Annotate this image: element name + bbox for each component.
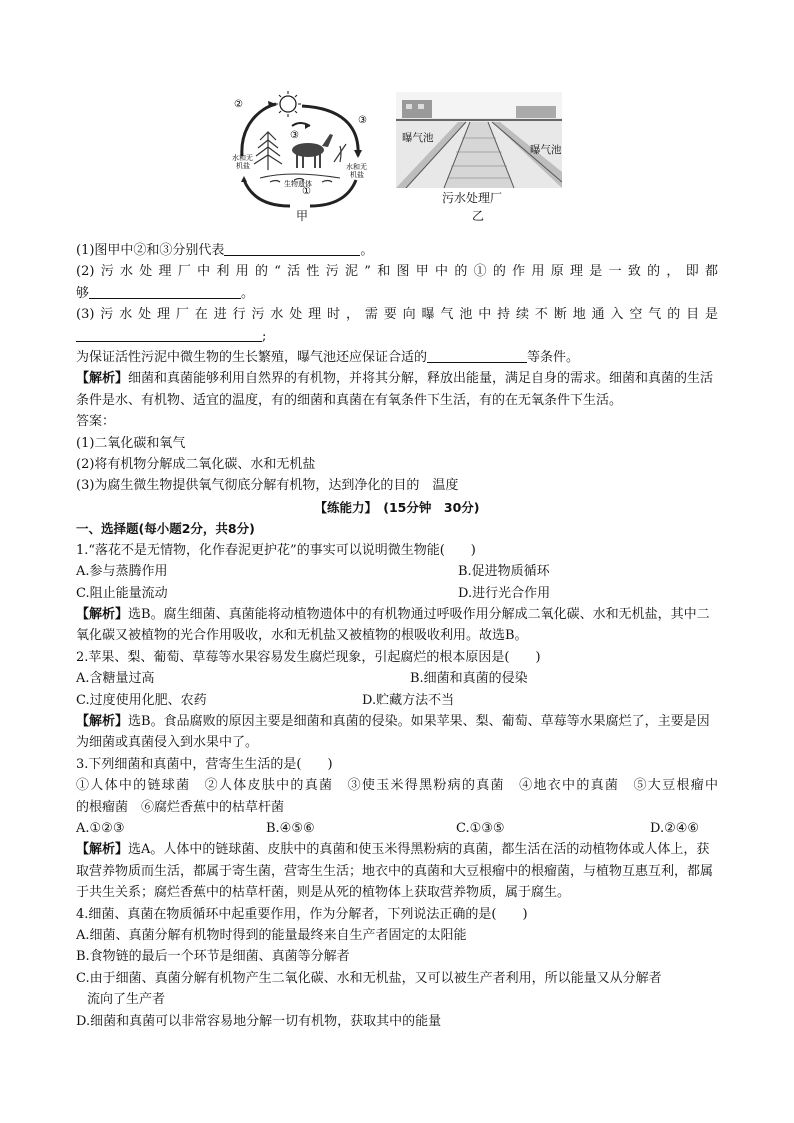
answer-blank-1[interactable] bbox=[224, 241, 360, 256]
remains-label: 生物遗体 bbox=[284, 180, 312, 188]
right-water-salt-label-2: 机盐 bbox=[350, 171, 364, 179]
option-b[interactable]: B.细菌和真菌的侵染 bbox=[410, 671, 528, 687]
answer-blank-3[interactable] bbox=[76, 327, 262, 342]
option-a[interactable]: A.①②③ bbox=[76, 820, 125, 836]
left-water-salt-label-2: 机盐 bbox=[236, 162, 250, 170]
option-d[interactable]: D.进行光合作用 bbox=[458, 585, 551, 601]
option-a[interactable]: A.细菌、真菌分解有机物时得到的能量最终来自生产者固定的太阳能 bbox=[76, 928, 467, 943]
figure-row bbox=[76, 88, 718, 240]
option-b[interactable]: B.促进物质循环 bbox=[458, 564, 550, 580]
answer-2: (2)将有机物分解成二氧化碳、水和无机盐 bbox=[76, 457, 316, 473]
left-water-salt-label: 水和无 bbox=[232, 154, 253, 162]
question-1-options-row1 bbox=[76, 561, 718, 582]
option-b[interactable]: B.食物链的最后一个环节是细菌、真菌等分解者 bbox=[76, 949, 350, 965]
question-3-analysis: 【解析】选A。人体中的链球菌、皮肤中的真菌和使玉米得黑粉病的真菌，都生活在活的动植物体或人体上，获取营养物质而生活，都属于寄生菌，营寄生生活；地衣中的真菌和大豆根瘤中的根瘤菌，与植物互惠互利，都属于共生关系；腐烂香蕉中的枯草杆菌，则是从死的植物体上获取营养物质，属于腐生。 bbox=[76, 842, 714, 901]
option-d[interactable]: D.贮藏方法不当 bbox=[362, 692, 455, 708]
option-d[interactable]: D.②④⑥ bbox=[650, 820, 700, 836]
label-1: ① bbox=[302, 186, 311, 197]
analysis-0: 【解析】细菌和真菌能够利用自然界的有机物，并将其分解，释放出能量，满足自身的需求。细菌和真菌的生活条件是水、有机物、适宜的温度，有的细菌和真菌在有氧条件下生活，有的在无氧条件下生活。 bbox=[76, 371, 714, 408]
question-2-options-row2 bbox=[76, 690, 718, 711]
option-d[interactable]: D.细菌和真菌可以非常容易地分解一切有机物，获取其中的能量 bbox=[76, 1013, 442, 1029]
part-1-heading: 一、选择题(每小题2分，共8分) bbox=[76, 521, 255, 537]
carbon-cycle-diagram bbox=[230, 90, 374, 218]
question-1-analysis: 【解析】选B。腐生细菌、真菌能将动植物遗体中的有机物通过呼吸作用分解成二氧化碳、水和无机盐，其中二氧化碳又被植物的光合作用吸收，水和无机盐又被植物的根吸收利用。故选B。 bbox=[76, 606, 710, 644]
sub-question-3-blank: ; bbox=[76, 326, 718, 347]
answer-label: 答案： bbox=[76, 414, 116, 430]
caption-yi: 乙 bbox=[472, 209, 485, 223]
option-c[interactable]: C.过度使用化肥、农药 bbox=[76, 692, 207, 708]
right-water-salt-label: 水和无 bbox=[346, 163, 367, 171]
label-3: ③ bbox=[290, 130, 299, 141]
option-a[interactable]: A.含糖量过高 bbox=[76, 671, 155, 687]
option-c[interactable]: C.①③⑤ bbox=[456, 820, 505, 836]
option-c[interactable]: C.由于细菌、真菌分解有机物产生二氧化碳、水和无机盐，又可以被生产者利用，所以能量又从分解者 bbox=[76, 970, 662, 986]
plant-name: 污水处理厂 bbox=[442, 191, 503, 205]
question-2-stem: 2.苹果、梨、葡萄、草莓等水果容易发生腐烂现象，引起腐烂的根本原因是( ) bbox=[76, 649, 541, 665]
label-3b: ③ bbox=[358, 115, 367, 126]
answer-3: (3)为腐生微生物提供氧气彻底分解有机物，达到净化的目的 温度 bbox=[76, 478, 459, 494]
question-1-options-row2 bbox=[76, 583, 718, 604]
option-b[interactable]: B.④⑤⑥ bbox=[266, 820, 315, 836]
sub-question-1: (1)图甲中②和③分别代表 。 bbox=[76, 243, 374, 258]
option-a[interactable]: A.参与蒸腾作用 bbox=[76, 564, 168, 580]
question-2-analysis: 【解析】选B。食品腐败的原因主要是细菌和真菌的侵染。如果苹果、梨、葡萄、草莓等水果腐烂了，主要是因为细菌或真菌侵入到水果中了。 bbox=[76, 713, 710, 751]
answer-1: (1)二氧化碳和氧气 bbox=[76, 435, 186, 451]
sub-question-2: (2)污水处理厂中利用的“活性污泥”和图甲中的①的作用原理是一致的，即都 bbox=[76, 264, 718, 280]
sub-question-2-cont: 够 。 bbox=[76, 285, 255, 301]
question-3-stem: 3.下列细菌和真菌中，营寄生生活的是( ) bbox=[76, 756, 333, 772]
question-2-options-row1 bbox=[76, 668, 718, 689]
answer-blank-4[interactable] bbox=[427, 348, 527, 363]
sub-question-3: (3)污水处理厂在进行污水处理时，需要向曝气池中持续不断地通入空气的目是 bbox=[76, 307, 718, 323]
question-3-items: ①人体中的链球菌 ②人体皮肤中的真菌 ③使玉米得黑粉病的真菌 ④地衣中的真菌 ⑤大豆根瘤中 bbox=[76, 778, 718, 794]
sub-question-3b: 为保证活性污泥中微生物的生长繁殖，曝气池还应保证合适的 等条件。 bbox=[76, 350, 580, 366]
question-3-items-cont: 的根瘤菌 ⑥腐烂香蕉中的枯草杆菌 bbox=[76, 799, 285, 815]
question-3-options bbox=[76, 818, 718, 839]
section-title: 【练能力】 (15分钟 30分) bbox=[314, 499, 480, 515]
option-c[interactable]: C.阻止能量流动 bbox=[76, 585, 168, 601]
label-2: ② bbox=[234, 99, 243, 110]
right-tank-label: 曝气池 bbox=[530, 144, 562, 156]
option-c-cont: 流向了生产者 bbox=[87, 992, 166, 1008]
answer-blank-2[interactable] bbox=[89, 284, 241, 299]
left-tank-label: 曝气池 bbox=[402, 132, 434, 144]
question-1-stem: 1.“落花不是无情物，化作春泥更护花”的事实可以说明微生物能( ) bbox=[76, 542, 476, 558]
caption-jia: 甲 bbox=[296, 209, 309, 223]
question-4-stem: 4.细菌、真菌在物质循环中起重要作用，作为分解者，下列说法正确的是( ) bbox=[76, 906, 528, 922]
worksheet-page bbox=[76, 88, 718, 1032]
